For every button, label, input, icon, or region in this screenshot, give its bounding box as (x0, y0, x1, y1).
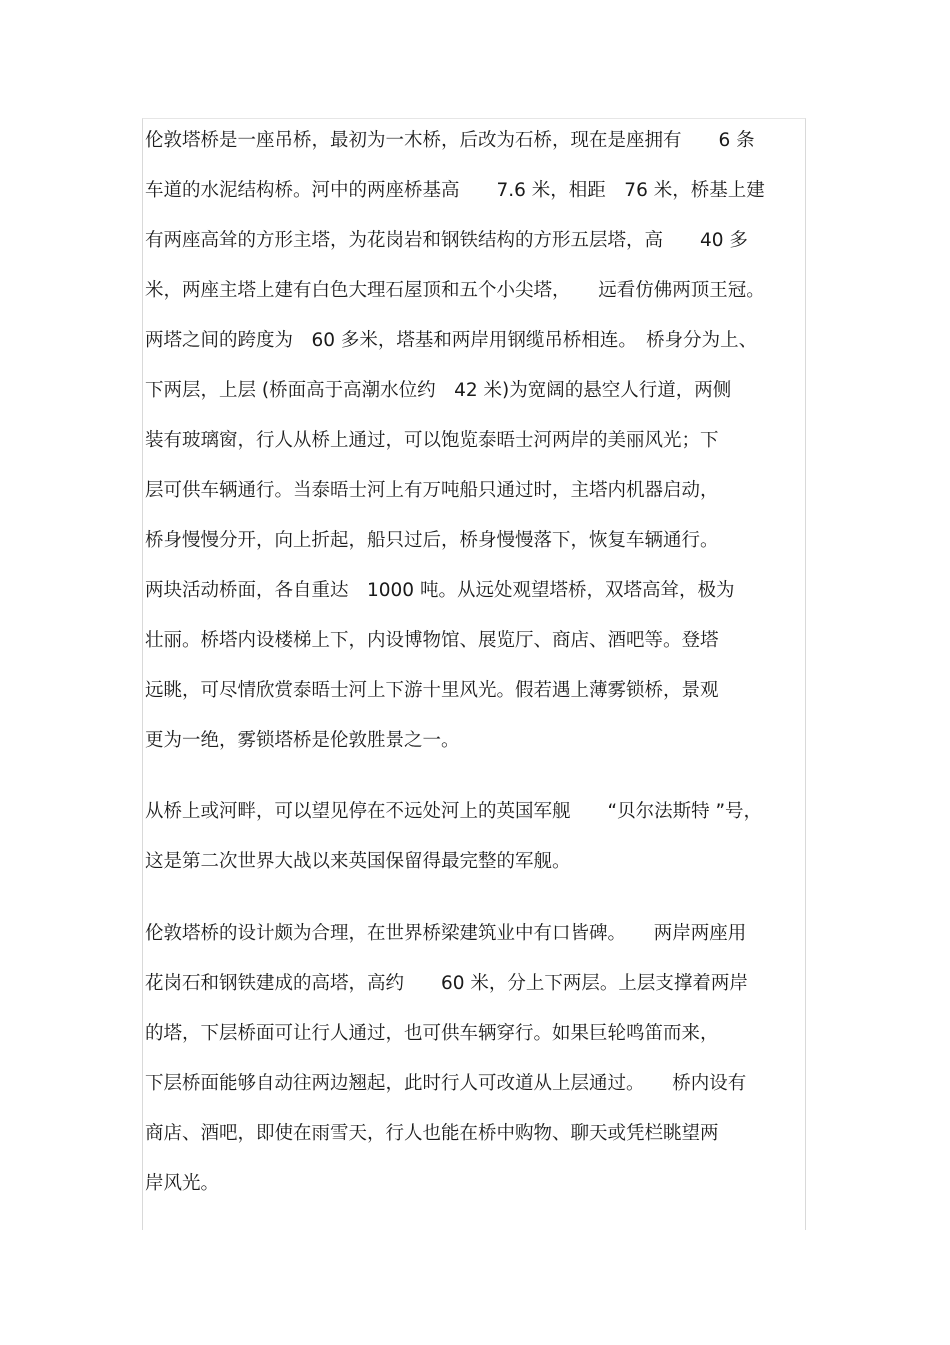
text-line: 这是第二次世界大战以来英国保留得最完整的军舰。 (145, 851, 571, 872)
text-line: 桥身慢慢分开，向上折起，船只过后，桥身慢慢落下，恢复车辆通行。 (145, 530, 719, 551)
text-line: 下层桥面能够自动往两边翘起，此时行人可改道从上层通过。 桥内设有 (145, 1073, 747, 1094)
text-line: 花岗石和钢铁建成的高塔，高约 60 米，分上下两层。上层支撑着两岸 (145, 973, 748, 994)
text-line: 岸风光。 (145, 1173, 220, 1194)
text-line: 米，两座主塔上建有白色大理石屋顶和五个小尖塔， 远看仿佛两顶王冠。 (145, 280, 765, 301)
text-line: 壮丽。桥塔内设楼梯上下，内设博物馆、展览厅、商店、酒吧等。登塔 (145, 630, 719, 651)
text-line: 的塔，下层桥面可让行人通过，也可供车辆穿行。如果巨轮鸣笛而来， (145, 1023, 719, 1044)
text-line: 两塔之间的跨度为 60 多米，塔基和两岸用钢缆吊桥相连。 桥身分为上、 (145, 330, 758, 351)
text-line: 两块活动桥面，各自重达 1000 吨。从远处观望塔桥，双塔高耸，极为 (145, 580, 735, 601)
text-line: 车道的水泥结构桥。河中的两座桥基高 7.6 米，相距 76 米，桥基上建 (145, 180, 765, 201)
text-line: 伦敦塔桥的设计颇为合理，在世界桥梁建筑业中有口皆碑。 两岸两座用 (145, 923, 747, 944)
text-line: 伦敦塔桥是一座吊桥，最初为一木桥，后改为石桥，现在是座拥有 6 条 (145, 130, 755, 151)
text-line: 更为一绝，雾锁塔桥是伦敦胜景之一。 (145, 730, 460, 751)
text-line: 商店、酒吧，即使在雨雪天，行人也能在桥中购物、聊天或凭栏眺望两 (145, 1123, 719, 1144)
text-line: 层可供车辆通行。当泰晤士河上有万吨船只通过时，主塔内机器启动， (145, 480, 719, 501)
text-line: 下两层，上层 (桥面高于高潮水位约 42 米)为宽阔的悬空人行道，两侧 (145, 380, 732, 401)
text-line: 远眺，可尽情欣赏泰晤士河上下游十里风光。假若遇上薄雾锁桥，景观 (145, 680, 719, 701)
text-line: 从桥上或河畔，可以望见停在不远处河上的英国军舰 “贝尔法斯特 ”号， (145, 801, 763, 822)
text-line: 装有玻璃窗，行人从桥上通过，可以饱览泰晤士河两岸的美丽风光；下 (145, 430, 719, 451)
text-line: 有两座高耸的方形主塔，为花岗岩和钢铁结构的方形五层塔，高 40 多 (145, 230, 748, 251)
